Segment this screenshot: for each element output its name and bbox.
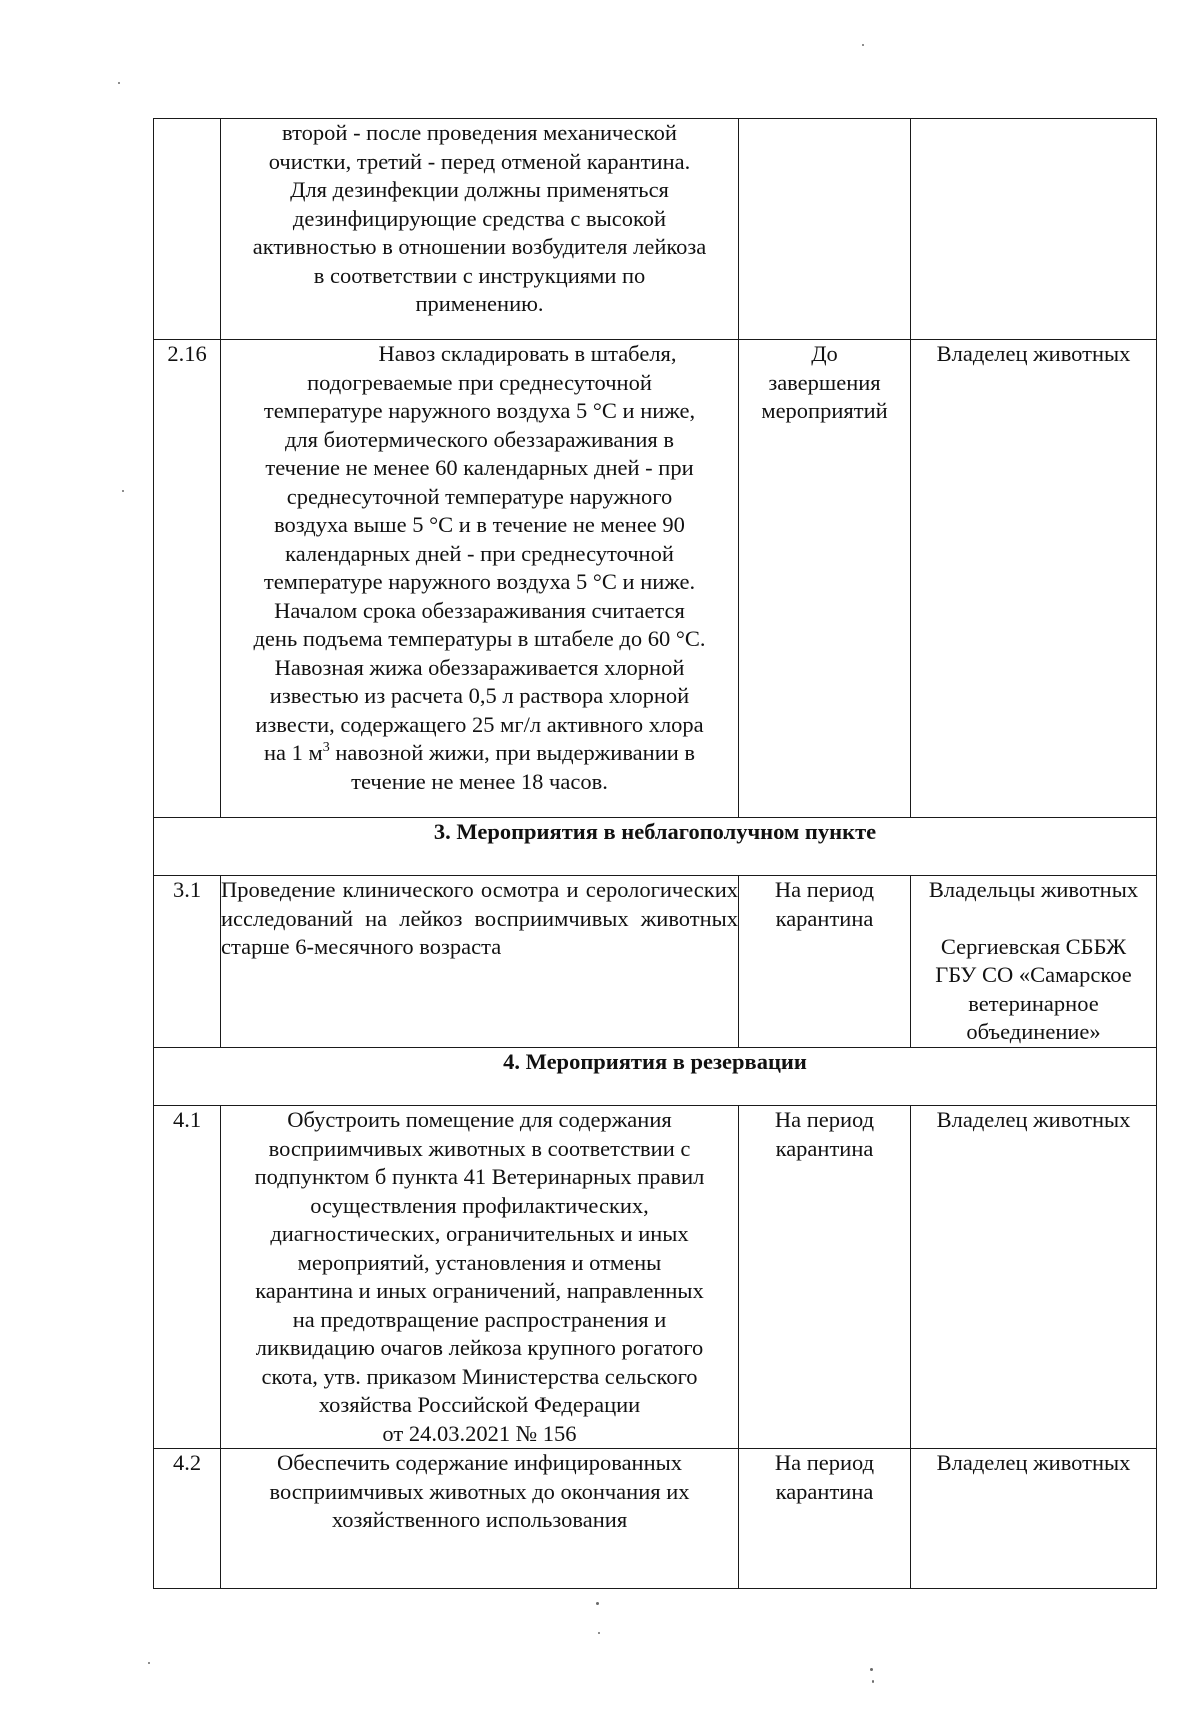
term-line: На период: [774, 1107, 875, 1132]
responsible-line: ветеринарное: [968, 990, 1099, 1016]
description-line: карантина и иных ограничений, направленных: [255, 1278, 704, 1303]
m3-suffix: навозной жижи, при выдерживании в: [329, 740, 696, 765]
responsible-line: Сергиевская СББЖ: [940, 933, 1127, 959]
term-line: До: [811, 341, 838, 366]
term-line: карантина: [775, 1478, 874, 1504]
description-line: восприимчивых животных до окончания их: [269, 1478, 690, 1504]
description-line: подпунктом б пункта 41 Ветеринарных правил: [254, 1164, 705, 1189]
description-line: извести, содержащего 25 мг/л активного хлора: [255, 711, 704, 737]
table-row-4-1: [154, 1106, 1157, 1449]
description-line: день подъема температуры в штабеле до 60 °С.: [253, 626, 706, 651]
description-line: от 24.03.2021 № 156: [382, 1420, 577, 1446]
term-line: мероприятий: [761, 398, 888, 423]
responsible-line: ГБУ СО «Самарское: [935, 962, 1132, 987]
description-line: Навозная жижа обеззараживается хлорной: [274, 654, 685, 680]
description-line: температуре наружного воздуха 5 °С и ниже.: [263, 569, 696, 594]
row-term-cell: [739, 1106, 911, 1449]
scan-speck: [862, 44, 864, 46]
table-row-3-1: [154, 876, 1157, 1048]
description-line: осуществления профилактических,: [310, 1192, 649, 1218]
row-responsible-cell: [911, 119, 1157, 340]
description-line: ликвидацию очагов лейкоза крупного рогатого: [255, 1335, 704, 1360]
description-line-m3: [221, 739, 738, 768]
row-responsible-cell: [911, 1449, 1157, 1589]
description-line: дезинфицирующие средства с высокой: [292, 205, 667, 231]
row-number: 3.1: [154, 876, 221, 1048]
description-line: второй - после проведения механической: [282, 120, 677, 145]
description-line: воздуха выше 5 °С и в течение не менее 90: [274, 512, 685, 537]
scan-speck: [122, 490, 124, 492]
description-line: хозяйства Российской Федерации: [318, 1392, 641, 1417]
section-title: 4. Мероприятия в резервации: [154, 1048, 1157, 1106]
responsible-spacer: [911, 905, 1156, 933]
description-line: течение не менее 60 календарных дней - при: [265, 455, 694, 480]
responsible-line: Владелец животных: [936, 341, 1131, 366]
section-header-row-3: [154, 818, 1157, 876]
description-line: в соответствии с инструкциями по: [313, 262, 646, 288]
row-term-cell: [739, 1449, 911, 1589]
responsible-line: объединение»: [966, 1019, 1101, 1044]
description-line: на предотвращение распространения и: [292, 1306, 667, 1332]
row-term-cell: [739, 119, 911, 340]
row-description-cell: [221, 119, 739, 340]
description-line: хозяйственного использования: [331, 1507, 628, 1532]
row-number-cell: [154, 119, 221, 340]
table-row-continuation: [154, 119, 1157, 340]
scan-speck: [148, 1662, 150, 1664]
description-line: Навоз складировать в штабеля,: [378, 341, 677, 366]
m3-superscript: 3: [322, 740, 330, 755]
scan-speck: [870, 1668, 873, 1671]
row-responsible-cell: [911, 876, 1157, 1048]
responsible-line: Владелец животных: [936, 1107, 1131, 1132]
description-line: скота, утв. приказом Министерства сельского: [261, 1363, 698, 1389]
scan-speck: [118, 82, 120, 84]
description-line: календарных дней - при среднесуточной: [285, 540, 674, 566]
row-term-cell: [739, 876, 911, 1048]
description-line: Обеспечить содержание инфицированных: [276, 1450, 683, 1475]
description-line: течение не менее 18 часов.: [351, 768, 608, 794]
measures-table: [153, 118, 1157, 1589]
description-line: подогреваемые при среднесуточной: [307, 369, 652, 395]
description-line: известью из расчета 0,5 л раствора хлорной: [269, 683, 690, 708]
responsible-line: Владелец животных: [936, 1450, 1131, 1475]
term-line: карантина: [775, 1135, 874, 1161]
description-line: диагностических, ограничительных и иных: [270, 1221, 689, 1246]
row-responsible-cell: [911, 340, 1157, 818]
row-number: 2.16: [154, 340, 221, 818]
scan-speck: [598, 1632, 600, 1634]
row-number: 4.2: [154, 1449, 221, 1589]
description-line: очистки, третий - перед отменой карантина.: [268, 148, 691, 174]
term-line: завершения: [768, 369, 881, 395]
row-description-cell: [221, 1449, 739, 1589]
description-line: Началом срока обеззараживания считается: [274, 597, 685, 623]
row-description-cell: [221, 340, 739, 818]
description-line: применению.: [415, 291, 544, 316]
row-term-cell: [739, 340, 911, 818]
description-line: для биотермического обеззараживания в: [284, 426, 675, 452]
description-line: среднесуточной температуре наружного: [286, 483, 673, 509]
row-number: 4.1: [154, 1106, 221, 1449]
description-line: восприимчивых животных в соответствии с: [268, 1135, 691, 1161]
description-line: активностью в отношении возбудителя лейкоза: [252, 234, 707, 259]
scan-speck: [596, 1602, 599, 1605]
responsible-line: Владельцы животных: [928, 877, 1139, 902]
table-row-4-2: [154, 1449, 1157, 1589]
description-line: Обустроить помещение для содержания: [287, 1107, 672, 1132]
row-responsible-cell: [911, 1106, 1157, 1449]
row-description-cell: [221, 1106, 739, 1449]
section-header-row-4: [154, 1048, 1157, 1106]
description-line: Для дезинфекции должны применяться: [290, 177, 669, 202]
term-line: карантина: [775, 905, 874, 931]
m3-prefix: на 1 м: [263, 740, 323, 765]
term-line: На период: [774, 1450, 875, 1475]
term-line: На период: [774, 877, 875, 902]
description-line: мероприятий, установления и отмены: [297, 1249, 662, 1275]
section-title: 3. Мероприятия в неблагополучном пункте: [154, 818, 1157, 876]
table-row-2-16: [154, 340, 1157, 818]
scan-speck: [872, 1680, 874, 1683]
row-description: Проведение клинического осмотра и серологических исследований на лейкоз восприимчивых животных старше 6-месячного возраста: [221, 876, 739, 1048]
description-line: температуре наружного воздуха 5 °С и ниже,: [263, 398, 696, 423]
